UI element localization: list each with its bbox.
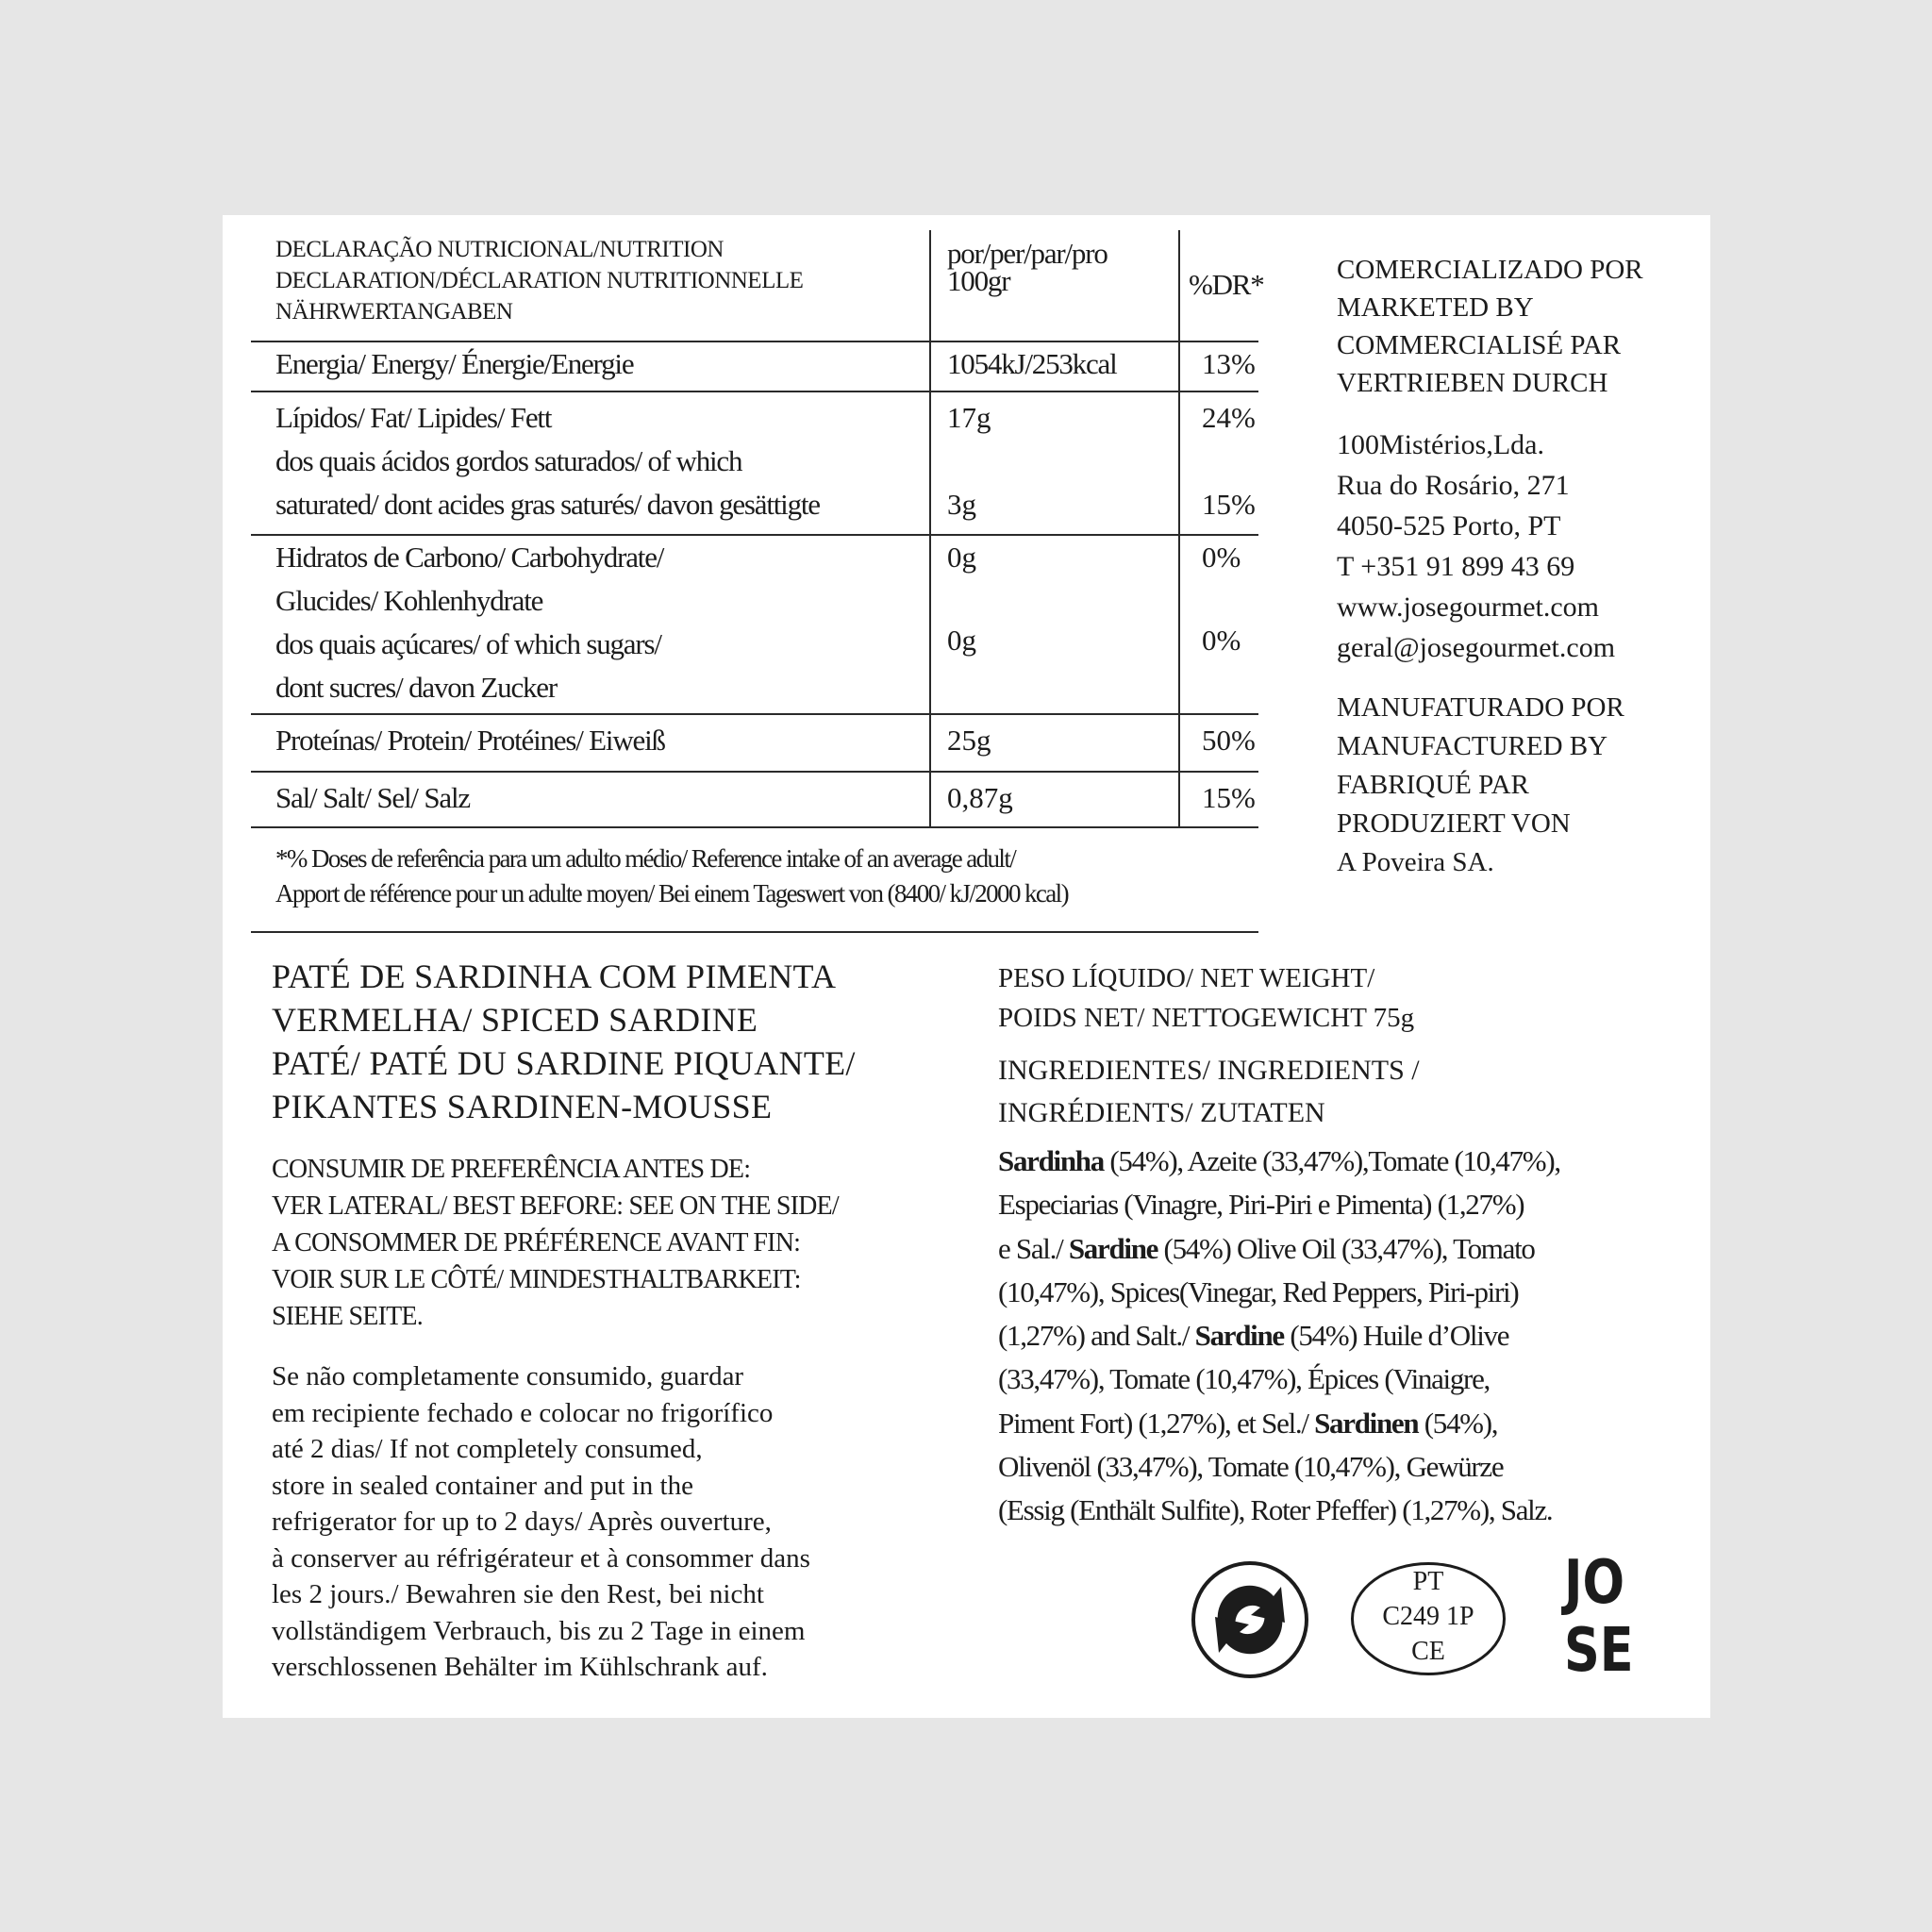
manufacturer-heading-line: MANUFATURADO POR (1337, 692, 1624, 723)
ingredient-bold: Sardinen (1314, 1406, 1419, 1440)
nutrition-title-line: DECLARATION/DÉCLARATION NUTRITIONNELLE (275, 268, 804, 293)
carb-label: dos quais açúcares/ of which sugars/ (275, 627, 661, 660)
storage-line: refrigerator for up to 2 days/ Après ouverture, (272, 1507, 772, 1537)
saturated-fat-value: 3g (947, 488, 976, 521)
email-link[interactable]: geral@josegourmet.com (1337, 632, 1616, 663)
ingredients-line (998, 1489, 1560, 1532)
phone-number: T +351 91 899 43 69 (1337, 551, 1575, 582)
address-line: Rua do Rosário, 271 (1337, 470, 1570, 501)
table-rule (251, 713, 1258, 715)
ingredients-line (998, 1183, 1560, 1226)
ingredient-bold: Sardine (1194, 1319, 1284, 1353)
storage-instructions (272, 1358, 810, 1686)
carb-label: Glucides/ Kohlenhydrate (275, 584, 543, 617)
health-mark-line: PT (1412, 1567, 1444, 1596)
nutrition-title-line: DECLARAÇÃO NUTRICIONAL/NUTRITION (275, 237, 724, 262)
table-rule (251, 826, 1258, 828)
table-rule (251, 771, 1258, 773)
marketed-by-heading (1337, 251, 1643, 402)
ingredient-text: Piment Fort) (1,27%), et Sel./ (998, 1406, 1315, 1440)
best-before-line: SIEHE SEITE. (272, 1302, 423, 1331)
fat-label: saturated/ dont acides gras saturés/ davon gesättigte (275, 488, 820, 521)
best-before-line: VER LATERAL/ BEST BEFORE: SEE ON THE SIDE/ (272, 1191, 839, 1221)
storage-line: Se não completamente consumido, guardar (272, 1361, 744, 1391)
ingredients-heading (998, 1049, 1420, 1134)
ingredient-text: e Sal./ (998, 1231, 1069, 1265)
ingredient-text: (54%), (1418, 1406, 1498, 1440)
ingredient-text: (1,27%) and Salt./ (998, 1319, 1195, 1353)
protein-dr: 50% (1202, 724, 1256, 757)
health-mark-line: CE (1411, 1637, 1445, 1666)
protein-value: 25g (947, 724, 991, 757)
manufacturer-heading-line: FABRIQUÉ PAR (1337, 770, 1529, 800)
manufacturer-heading-line: PRODUZIERT VON (1337, 808, 1571, 839)
logo-line: JO (1564, 1548, 1625, 1618)
ingredient-text: (54%) Huile d’Olive (1283, 1319, 1509, 1353)
net-weight-line: PESO LÍQUIDO/ NET WEIGHT/ (998, 963, 1375, 993)
footnote-line: Apport de référence pour un adulte moyen/ Bei einem Tageswert von (8400/ kJ/2000 kcal) (275, 879, 1068, 908)
product-title (272, 955, 856, 1128)
table-divider (1178, 230, 1180, 827)
marketer-heading-line: COMERCIALIZADO POR (1337, 255, 1643, 285)
ingredient-text: Olivenöl (33,47%), Tomate (10,47%), Gewürze (998, 1450, 1504, 1484)
energy-label: Energia/ Energy/ Énergie/Energie (275, 347, 634, 380)
best-before-line: CONSUMIR DE PREFERÊNCIA ANTES DE: (272, 1155, 751, 1184)
carb-label: Hidratos de Carbono/ Carbohydrate/ (275, 541, 664, 574)
table-rule (251, 341, 1258, 342)
manufacturer-name: A Poveira SA. (1337, 847, 1494, 877)
fat-label: dos quais ácidos gordos saturados/ of which (275, 444, 742, 477)
marketer-heading-line: COMMERCIALISÉ PAR (1337, 330, 1622, 360)
carb-label: dont sucres/ davon Zucker (275, 671, 557, 704)
storage-line: les 2 jours./ Bewahren sie den Rest, bei nicht (272, 1579, 764, 1609)
storage-line: em recipiente fechado e colocar no frigorífico (272, 1397, 774, 1428)
footnote-line: *% Doses de referência para um adulto médio/ Reference intake of an average adult/ (275, 844, 1016, 873)
storage-line: verschlossenen Behälter im Kühlschrank auf. (272, 1652, 768, 1682)
table-rule (251, 391, 1258, 392)
energy-value: 1054kJ/253kcal (947, 347, 1117, 380)
carb-value: 0g (947, 541, 976, 574)
jose-logo (1564, 1549, 1643, 1685)
ingredient-text: (54%), Azeite (33,47%),Tomate (10,47%), (1103, 1144, 1560, 1177)
per-header-line: 100gr (947, 264, 1010, 297)
ingredients-heading-line: INGRÉDIENTS/ ZUTATEN (998, 1097, 1325, 1128)
ingredients-line (998, 1357, 1560, 1401)
salt-label: Sal/ Salt/ Sel/ Salz (275, 781, 470, 814)
product-title-line: VERMELHA/ SPICED SARDINE (272, 1001, 758, 1039)
green-dot-recycling-icon (1191, 1560, 1309, 1679)
address-line: 100Mistérios,Lda. (1337, 429, 1544, 460)
manufacturer-heading-line: MANUFACTURED BY (1337, 731, 1608, 761)
product-label (223, 215, 1710, 1718)
ingredient-text: (54%) Olive Oil (33,47%), Tomato (1158, 1231, 1535, 1265)
dr-header: %DR* (1189, 268, 1264, 301)
best-before-notice (272, 1151, 839, 1335)
per-header-line: por/per/par/pro (947, 237, 1108, 270)
marketer-heading-line: MARKETED BY (1337, 292, 1534, 323)
ingredients-line (998, 1227, 1560, 1271)
sugars-dr: 0% (1202, 624, 1241, 657)
product-title-line: PATÉ/ PATÉ DU SARDINE PIQUANTE/ (272, 1044, 856, 1082)
protein-label: Proteínas/ Protein/ Protéines/ Eiweiß (275, 724, 665, 757)
salt-value: 0,87g (947, 781, 1013, 814)
ingredients-heading-line: INGREDIENTES/ INGREDIENTS / (998, 1055, 1420, 1086)
table-rule (251, 534, 1258, 536)
nutrition-title (275, 234, 926, 327)
nutrition-title-line: NÄHRWERTANGABEN (275, 299, 513, 325)
ingredient-bold: Sardinha (998, 1144, 1104, 1177)
ingredients-line (998, 1314, 1560, 1357)
saturated-fat-dr: 15% (1202, 488, 1256, 521)
storage-line: até 2 dias/ If not completely consumed, (272, 1434, 703, 1464)
salt-dr: 15% (1202, 781, 1256, 814)
best-before-line: A CONSOMMER DE PRÉFÉRENCE AVANT FIN: (272, 1228, 801, 1257)
fat-value: 17g (947, 401, 991, 434)
net-weight (998, 958, 1414, 1038)
ingredient-text: (Essig (Enthält Sulfite), Roter Pfeffer) (1,27%), Salz. (998, 1493, 1553, 1527)
ingredient-text: (10,47%), Spices(Vinegar, Red Peppers, Piri-piri) (998, 1274, 1519, 1308)
ingredient-text: Especiarias (Vinagre, Piri-Piri e Pimenta) (1,27%) (998, 1188, 1524, 1222)
ingredients-line (998, 1140, 1560, 1183)
reference-intake-note (275, 841, 1257, 911)
ingredients-line (998, 1445, 1560, 1489)
ingredients-line (998, 1271, 1560, 1314)
per-100g-header (947, 237, 1174, 297)
best-before-line: VOIR SUR LE CÔTÉ/ MINDESTHALTBARKEIT: (272, 1265, 801, 1294)
ingredients-line (998, 1402, 1560, 1445)
product-title-line: PATÉ DE SARDINHA COM PIMENTA (272, 958, 837, 995)
carb-dr: 0% (1202, 541, 1241, 574)
website-link[interactable]: www.josegourmet.com (1337, 591, 1599, 623)
marketer-heading-line: VERTRIEBEN DURCH (1337, 368, 1608, 398)
energy-dr: 13% (1202, 347, 1256, 380)
health-mark-line: C249 1P (1382, 1602, 1474, 1631)
ingredient-text: (33,47%), Tomate (10,47%), Épices (Vinaigre, (998, 1362, 1490, 1396)
storage-line: vollständigem Verbrauch, bis zu 2 Tage in einem (272, 1615, 806, 1646)
ingredients-list (998, 1140, 1560, 1533)
fat-label: Lípidos/ Fat/ Lipides/ Fett (275, 401, 552, 434)
table-divider (929, 230, 931, 827)
storage-line: à conserver au réfrigérateur et à consommer dans (272, 1542, 810, 1574)
health-mark-text (1351, 1564, 1506, 1669)
marketer-address (1337, 425, 1615, 668)
table-rule (251, 931, 1258, 933)
fat-dr: 24% (1202, 401, 1256, 434)
storage-line: store in sealed container and put in the (272, 1470, 693, 1501)
logo-line: SE (1564, 1616, 1634, 1686)
manufacturer-block (1337, 689, 1624, 882)
sugars-value: 0g (947, 624, 976, 657)
ingredient-bold: Sardine (1068, 1231, 1158, 1265)
product-title-line: PIKANTES SARDINEN-MOUSSE (272, 1088, 773, 1125)
net-weight-line: POIDS NET/ NETTOGEWICHT 75g (998, 1003, 1415, 1033)
address-line: 4050-525 Porto, PT (1337, 510, 1561, 541)
